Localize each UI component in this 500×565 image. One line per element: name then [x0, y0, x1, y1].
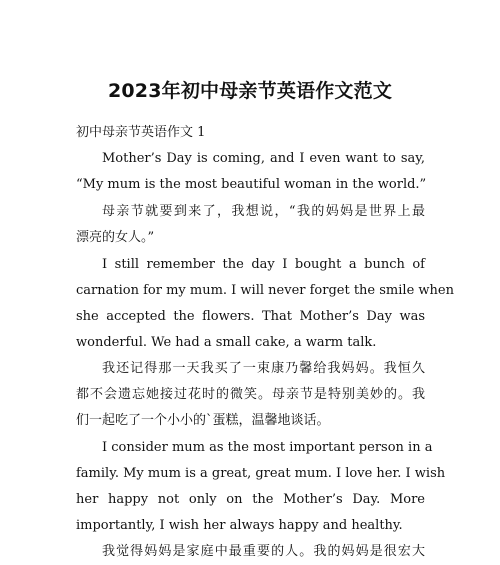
paragraph-line: 母亲节就要到来了，我想说，“我的妈妈是世界上最	[102, 204, 425, 219]
paragraph-english-1	[76, 146, 425, 198]
paragraph-line: 都不会遗忘她接过花时的微笑。母亲节是特别美妙的。我	[76, 387, 425, 402]
paragraph-line: 我觉得妈妈是家庭中最重要的人。我的妈妈是很宏大	[102, 544, 425, 559]
paragraph-line: wonderful. We had a small cake, a warm talk.	[76, 335, 377, 350]
paragraph-line: her happy not only on the Mother’s Day. More	[76, 492, 425, 507]
paragraph-line: “My mum is the most beautiful woman in the world.”	[76, 177, 427, 192]
paragraph-line: 们一起吃了一个小小的`蛋糕，温馨地谈话。	[76, 413, 330, 428]
paragraph-chinese-3	[76, 539, 425, 565]
paragraph-line: family. My mum is a great, great mum. I love her. I wish	[76, 466, 446, 481]
paragraph-chinese-2	[76, 356, 425, 434]
document-title: 2023年初中母亲节英语作文范文	[107, 80, 393, 102]
paragraph-line: carnation for my mum. I will never forget the smile when	[76, 283, 454, 298]
paragraph-line: 漂亮的女人。”	[76, 230, 155, 245]
paragraph-line: Mother’s Day is coming, and I even want to say,	[102, 151, 425, 166]
paragraph-line: 我还记得那一天我买了一束康乃馨给我妈妈。我恒久	[102, 361, 425, 376]
section-heading: 初中母亲节英语作文 1	[76, 125, 206, 140]
paragraph-line: I consider mum as the most important person in a	[102, 440, 433, 455]
paragraph-chinese-1	[76, 199, 425, 251]
paragraph-line: she accepted the flowers. That Mother’s Day was	[76, 309, 425, 324]
paragraph-english-2	[76, 252, 454, 356]
paragraph-line: importantly, I wish her always happy and healthy.	[76, 518, 403, 533]
paragraph-english-3	[76, 435, 446, 539]
paragraph-line: I still remember the day I bought a bunch of	[102, 257, 425, 272]
